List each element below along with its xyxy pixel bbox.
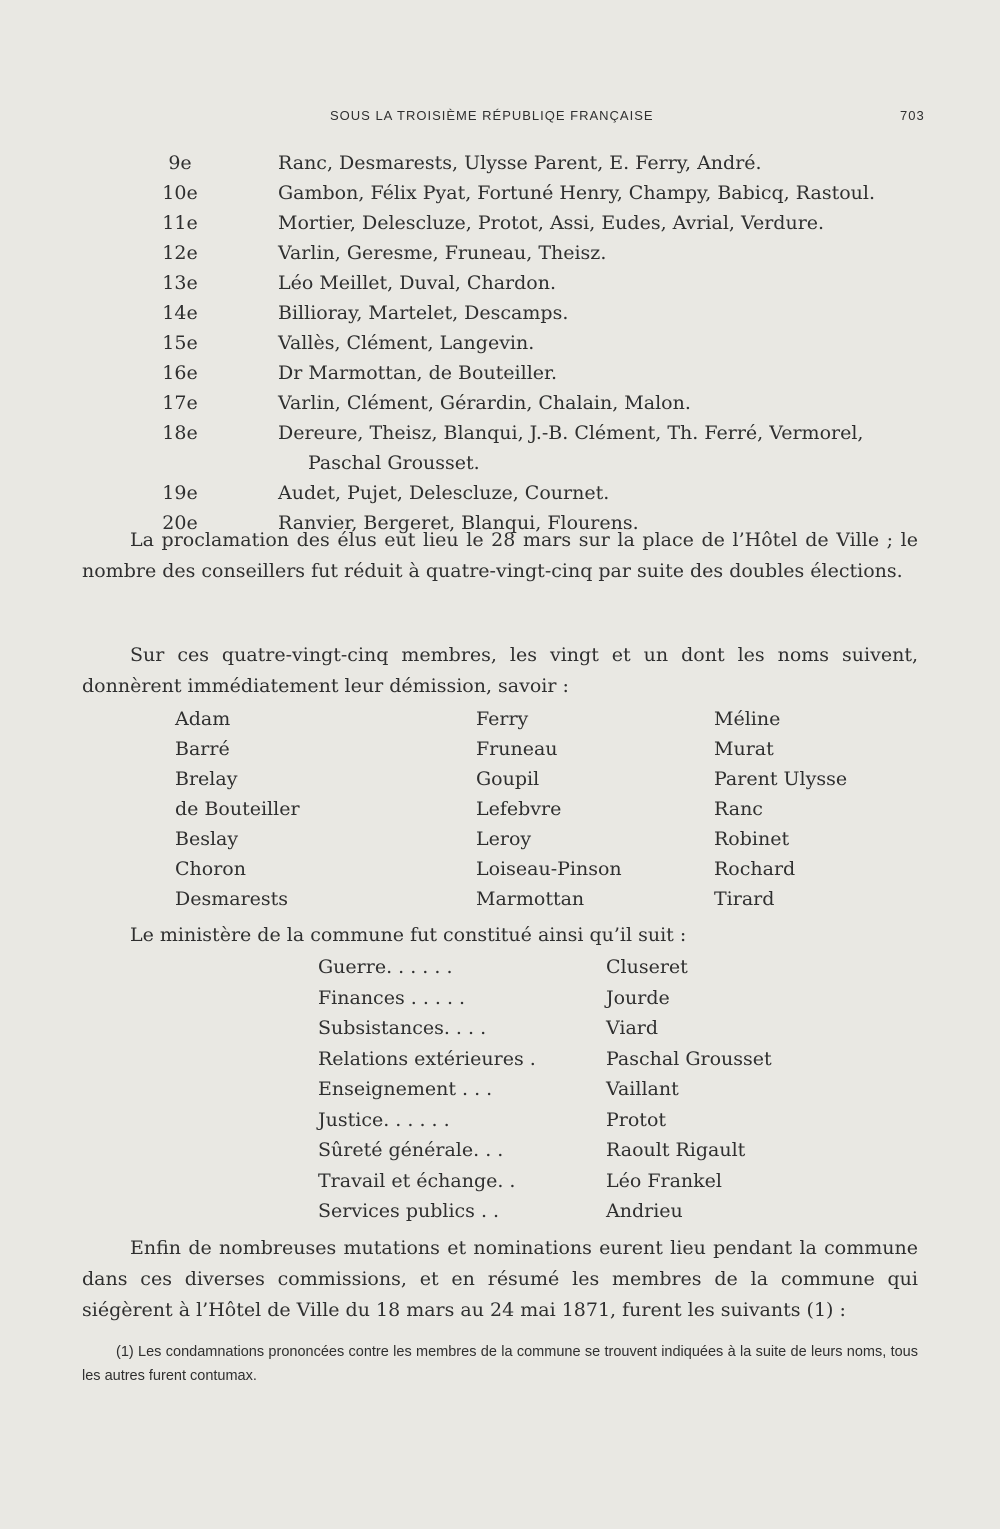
ministry-person: Cluseret xyxy=(606,956,688,978)
ministry-department: Subsistances. . . . xyxy=(318,1017,487,1039)
list-item: Marmottan xyxy=(476,888,585,910)
list-item xyxy=(0,418,1000,478)
list-item: Tirard xyxy=(714,888,775,910)
list-item: Lefebvre xyxy=(476,798,562,820)
ministry-department: Relations extérieures . xyxy=(318,1047,536,1070)
list-item xyxy=(0,1135,1000,1166)
arrondissement-number: 20e xyxy=(162,512,198,534)
arrondissement-number: 19e xyxy=(162,482,198,504)
arrondissement-number: 13e xyxy=(162,272,198,294)
arrondissement-number: 15e xyxy=(162,332,198,354)
elected-names: Ranvier, Bergeret, Blanqui, Flourens. xyxy=(278,512,639,534)
arrondissement-number: 18e xyxy=(162,422,198,444)
ministry-department: Enseignement . . . xyxy=(318,1078,493,1100)
ministry-person: Raoult Rigault xyxy=(606,1139,746,1161)
list-item xyxy=(0,1105,1000,1136)
list-item: Loiseau-Pinson xyxy=(476,858,622,880)
list-item: Brelay xyxy=(175,768,238,790)
ministry-list xyxy=(0,952,1000,1227)
running-header xyxy=(0,108,1000,128)
list-item xyxy=(0,1013,1000,1044)
list-item: Fruneau xyxy=(476,738,558,760)
list-item xyxy=(0,238,1000,268)
list-item xyxy=(0,388,1000,418)
arrondissement-number: 12e xyxy=(162,242,198,264)
ministry-intro-paragraph xyxy=(82,920,918,951)
arrondissement-number: 17e xyxy=(162,392,198,414)
arrondissement-number: 9e xyxy=(168,152,192,174)
elected-names: Varlin, Geresme, Fruneau, Theisz. xyxy=(278,242,607,264)
ministry-intro-text: Le ministère de la commune fut constitué ainsi qu’il suit : xyxy=(130,924,687,946)
proclamation-paragraph xyxy=(82,525,918,587)
elected-names: Audet, Pujet, Delescluze, Cournet. xyxy=(278,482,610,504)
arrondissement-number: 11e xyxy=(162,212,198,234)
ministry-department: Services publics . . xyxy=(318,1200,500,1222)
list-item xyxy=(0,1074,1000,1105)
arrondissement-list xyxy=(0,148,1000,538)
list-item: Goupil xyxy=(476,768,540,790)
list-item xyxy=(0,1166,1000,1197)
ministry-person: Vaillant xyxy=(606,1078,679,1100)
list-item: Adam xyxy=(175,708,231,730)
ministry-department: Justice. . . . . . xyxy=(318,1108,450,1131)
ministry-person: Protot xyxy=(606,1108,667,1131)
elected-names: Billioray, Martelet, Descamps. xyxy=(278,302,569,324)
arrondissement-number: 14e xyxy=(162,302,198,324)
list-item xyxy=(0,983,1000,1014)
arrondissement-number: 16e xyxy=(162,362,198,384)
final-paragraph xyxy=(82,1233,918,1326)
ministry-department: Travail et échange. . xyxy=(318,1169,516,1192)
list-item: Parent Ulysse xyxy=(714,768,848,790)
ministry-person: Andrieu xyxy=(606,1200,683,1222)
list-item xyxy=(0,328,1000,358)
elected-names: Ranc, Desmarests, Ulysse Parent, E. Ferry, André. xyxy=(278,152,762,174)
ministry-person: Paschal Grousset xyxy=(606,1047,772,1070)
list-item: Choron xyxy=(175,858,246,880)
list-item xyxy=(0,358,1000,388)
list-item: Murat xyxy=(714,738,774,760)
list-item xyxy=(0,478,1000,508)
resignation-text: Sur ces quatre-vingt-cinq membres, les vingt et un dont les noms suivent, donnèrent immédiatement leur démission, savoir : xyxy=(82,644,918,697)
list-item xyxy=(0,952,1000,983)
list-item: Ranc xyxy=(714,798,763,820)
list-item xyxy=(0,148,1000,178)
elected-names: Gambon, Félix Pyat, Fortuné Henry, Champy, Babicq, Rastoul. xyxy=(278,182,876,204)
list-item xyxy=(0,298,1000,328)
ministry-person: Léo Frankel xyxy=(606,1169,723,1192)
resigned-column-2 xyxy=(476,704,622,914)
elected-names-continuation: Paschal Grousset. xyxy=(308,452,480,474)
elected-names: Vallès, Clément, Langevin. xyxy=(278,332,535,354)
list-item: Desmarests xyxy=(175,888,289,910)
running-title: SOUS LA TROISIÈME RÉPUBLIQE FRANÇAISE xyxy=(330,108,654,123)
list-item: Méline xyxy=(714,708,781,730)
list-item: Leroy xyxy=(476,828,532,850)
elected-names: Dereure, Theisz, Blanqui, J.-B. Clément, Th. Ferré, Vermorel, xyxy=(278,422,864,444)
list-item: Rochard xyxy=(714,858,796,880)
elected-names: Varlin, Clément, Gérardin, Chalain, Malon. xyxy=(278,392,691,414)
list-item xyxy=(0,1044,1000,1075)
ministry-department: Guerre. . . . . . xyxy=(318,956,453,978)
list-item xyxy=(0,1196,1000,1227)
elected-names: Léo Meillet, Duval, Chardon. xyxy=(278,272,556,294)
ministry-person: Jourde xyxy=(606,986,670,1009)
elected-names: Mortier, Delescluze, Protot, Assi, Eudes, Avrial, Verdure. xyxy=(278,212,825,234)
list-item xyxy=(0,268,1000,298)
resigned-column-1 xyxy=(175,704,300,914)
list-item: Robinet xyxy=(714,828,790,850)
list-item: Beslay xyxy=(175,828,239,850)
footnote xyxy=(82,1340,918,1388)
list-item: Barré xyxy=(175,738,230,760)
footnote-text: (1) Les condamnations prononcées contre les membres de la commune se trouvent indiquées à la suite de leurs noms, tous les autres furent contumax. xyxy=(82,1344,918,1384)
list-item: de Bouteiller xyxy=(175,798,300,820)
final-text: Enfin de nombreuses mutations et nominations eurent lieu pendant la commune dans ces diverses commissions, et en résumé les membres de la commune qui siégèrent à l’Hôtel de Ville du 18 mars au 24 mai 1871, furent les suivants (1) : xyxy=(82,1237,918,1321)
resignation-paragraph xyxy=(82,640,918,702)
list-item xyxy=(0,178,1000,208)
list-item xyxy=(0,208,1000,238)
list-item: Ferry xyxy=(476,708,529,730)
proclamation-text: La proclamation des élus eut lieu le 28 mars sur la place de l’Hôtel de Ville ; le nombre des conseillers fut réduit à quatre-vingt-cinq par suite des doubles élections. xyxy=(82,529,918,582)
ministry-department: Finances . . . . . xyxy=(318,986,466,1009)
page-number: 703 xyxy=(900,108,925,123)
elected-names: Dr Marmottan, de Bouteiller. xyxy=(278,362,558,384)
ministry-person: Viard xyxy=(606,1017,659,1039)
resigned-column-3 xyxy=(714,704,847,914)
arrondissement-number: 10e xyxy=(162,182,198,204)
ministry-department: Sûreté générale. . . xyxy=(318,1139,504,1161)
